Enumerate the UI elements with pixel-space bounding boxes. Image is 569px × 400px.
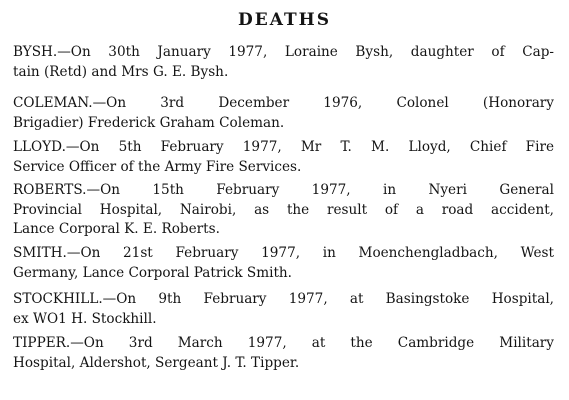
notice-line: Germany, Lance Corporal Patrick Smith. bbox=[13, 264, 292, 281]
notice-line: tain (Retd) and Mrs G. E. Bysh. bbox=[13, 63, 229, 80]
death-notice-tipper bbox=[13, 334, 554, 373]
notice-line: Service Officer of the Army Fire Services. bbox=[13, 158, 302, 175]
notice-line: COLEMAN.—On 3rd December 1976, Colonel (Honorary bbox=[13, 95, 554, 111]
page-title: DEATHS bbox=[238, 10, 331, 30]
death-notice-lloyd bbox=[13, 138, 554, 177]
notice-line: ROBERTS.—On 15th February 1977, in Nyeri General bbox=[13, 182, 554, 198]
notice-line: STOCKHILL.—On 9th February 1977, at Basingstoke Hospital, bbox=[13, 291, 554, 307]
notice-line: Lance Corporal K. E. Roberts. bbox=[13, 221, 220, 237]
notice-line: Hospital, Aldershot, Sergeant J. T. Tipper. bbox=[13, 354, 300, 371]
notice-line: ex WO1 H. Stockhill. bbox=[13, 310, 157, 327]
notice-line: SMITH.—On 21st February 1977, in Moenchengladbach, West bbox=[13, 245, 554, 261]
death-notice-coleman bbox=[13, 94, 554, 133]
notice-line: LLOYD.—On 5th February 1977, Mr T. M. Lloyd, Chief Fire bbox=[13, 139, 554, 155]
death-notice-stockhill bbox=[13, 290, 554, 329]
death-notice-smith bbox=[13, 244, 554, 283]
death-notice-bysh bbox=[13, 43, 554, 82]
death-notice-roberts bbox=[13, 181, 554, 240]
notice-line: BYSH.—On 30th January 1977, Loraine Bysh, daughter of Cap- bbox=[13, 44, 554, 60]
notice-line: Provincial Hospital, Nairobi, as the result of a road accident, bbox=[13, 201, 554, 218]
notice-line: TIPPER.—On 3rd March 1977, at the Cambridge Military bbox=[13, 335, 554, 351]
notice-line: Brigadier) Frederick Graham Coleman. bbox=[13, 114, 285, 131]
